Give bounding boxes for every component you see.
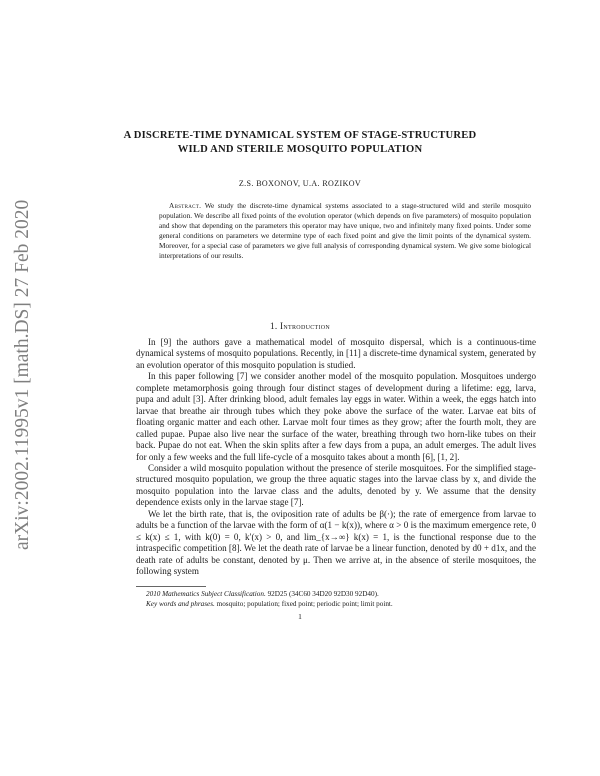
keywords-footnote: [136, 600, 536, 610]
arxiv-identifier: arXiv:2002.11995v1 [math.DS] 27 Feb 2020: [12, 199, 33, 551]
paragraph-2: In this paper following [7] we consider another model of the mosquito population. Mosquitoes undergo complete metamorphosis going through four distinct stages of development during a lifetime: egg, larva, pupa and adult [3]. After drinking blood, adult females lay eggs in water. Within a week, the eggs hatch into larvae that breathe air through tubes which they poke above the surface of the water. Larvae eat bits of floating organic matter and each other. Larvae molt four times as they grow; after the fourth molt, they are called pupae. Pupae also live near the surface of the water, breathing through two horn-like tubes on their back. Pupae do not eat. When the skin splits after a few days from a pupa, an adult emerges. The adult lives for only a few weeks and the full life-cycle of a mosquito takes about a month [6], [1, 2].: [136, 371, 536, 462]
keywords: mosquito; population; fixed point; periodic point; limit point.: [216, 599, 393, 608]
msc-footnote: [136, 590, 536, 600]
abstract-text: We study the discrete-time dynamical systems associated to a stage-structured wild and sterile mosquito population. We describe all fixed points of the evolution operator (which depends on five parameters) of mosquito population and show that depending on the parameters this operator may have unique, two and infinitely many fixed points. Under some general conditions on parameters we determine type of each fixed point and give the limit points of the dynamical system. Moreover, for a special case of parameters we give full analysis of corresponding dynamical system. We give some biological interpretations of our results.: [159, 201, 531, 261]
keywords-label: Key words and phrases.: [146, 599, 215, 608]
abstract: [159, 201, 531, 262]
paragraph-1: In [9] the authors gave a mathematical model of mosquito dispersal, which is a continuous-time dynamical systems of mosquito populations. Recently, in [11] a discrete-time dynamical system, generated by an evolution operator of this mosquito population is studied.: [136, 337, 536, 370]
footnote-rule: [136, 586, 206, 587]
introduction-body: [136, 337, 536, 578]
paragraph-3: Consider a wild mosquito population without the presence of sterile mosquitoes. For the simplified stage-structured mosquito population, we group the three aquatic stages into the larvae class by x, and divide the mosquito population into the larvae class and the adults, denoted by y. We assume that the density dependence exists only in the larvae stage [7].: [136, 462, 536, 508]
page-number: 1: [298, 612, 302, 621]
section-title: Introduction: [280, 321, 331, 331]
section-number: 1.: [269, 321, 278, 331]
authors: Z.S. BOXONOV, U.A. ROZIKOV: [238, 179, 362, 188]
msc-label: 2010 Mathematics Subject Classification.: [146, 590, 266, 598]
abstract-label: Abstract.: [169, 201, 202, 210]
section-heading: [90, 321, 510, 331]
paragraph-4: We let the birth rate, that is, the oviposition rate of adults be β(·); the rate of emergence from larvae to adults be a function of the larvae with the form of α(1 − k(x)), where α > 0 is the maximum emergence rete, 0 ≤ k(x) ≤ 1, with k(0) = 0, k′(x) > 0, and lim_{x→∞} k(x) = 1, is the functional response due to the intraspecific competition [8]. We let the death rate of larvae be a linear function, denoted by d0 + d1x, and the death rate of adults be constant, denoted by μ. Then we arrive at, in the absence of sterile mosquitoes, the following system: [136, 508, 536, 577]
msc-codes: 92D25 (34C60 34D20 92D30 92D40).: [267, 590, 379, 598]
footnotes: [136, 590, 536, 609]
title-line-2: WILD AND STERILE MOSQUITO POPULATION: [177, 144, 423, 155]
title-line-1: A DISCRETE-TIME DYNAMICAL SYSTEM OF STAGE-STRUCTURED: [123, 130, 477, 141]
paper-title: [90, 129, 510, 157]
